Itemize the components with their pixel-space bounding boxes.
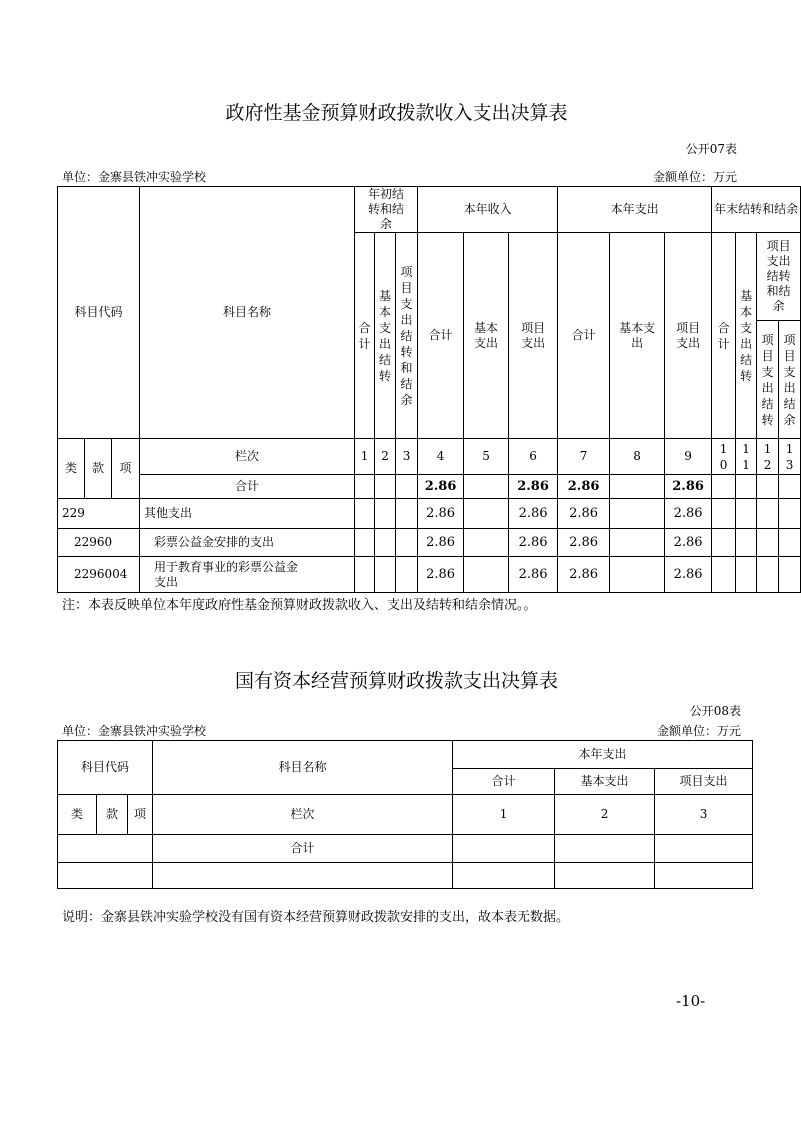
table2-basic-header: 基本支出 [555, 769, 655, 795]
table1-expense-total: 合计 [558, 233, 610, 439]
table-cell: 2.86 [509, 475, 558, 499]
table1-income-total: 合计 [418, 233, 464, 439]
table-cell: 2.86 [418, 557, 464, 593]
table-cell [396, 557, 418, 593]
table-cell [712, 557, 736, 593]
table1-expense-header: 本年支出 [558, 187, 712, 233]
table-cell [655, 835, 753, 863]
table-cell [555, 863, 655, 889]
table1-row-code: 22960 [58, 529, 140, 557]
table2-colno-3: 3 [655, 795, 753, 835]
table1-row-code: 229 [58, 499, 140, 529]
table-cell [610, 475, 665, 499]
table1-subject-code-header: 科目代码 [58, 187, 140, 439]
table-cell [375, 475, 396, 499]
table1-sum-row [58, 475, 801, 499]
table-cell: 2.86 [665, 475, 712, 499]
table-cell [779, 475, 801, 499]
table1-colno-11: 11 [736, 439, 757, 475]
table2-title: 国有资本经营预算财政拨款支出决算表 [234, 670, 558, 692]
table-cell: 2.86 [558, 557, 610, 593]
table1-begin-total: 合计 [355, 233, 375, 439]
table-cell: 2.86 [665, 529, 712, 557]
table-cell [355, 499, 375, 529]
table-cell [453, 835, 555, 863]
table1-colno-10: 10 [712, 439, 736, 475]
table1-column-no-label: 栏次 [140, 439, 355, 475]
table1-begin-basic-carry: 基本支出结转 [375, 233, 396, 439]
table-cell [757, 499, 779, 529]
table2-expense-header: 本年支出 [453, 741, 753, 769]
table1 [57, 186, 801, 593]
table1-colno-3: 3 [396, 439, 418, 475]
table-cell [736, 475, 757, 499]
table-cell [779, 499, 801, 529]
table1-colno-13: 13 [779, 439, 801, 475]
table1-item-label: 项 [112, 439, 140, 499]
table-cell: 2.86 [665, 499, 712, 529]
table-cell [375, 557, 396, 593]
table2-project-header: 项目支出 [655, 769, 753, 795]
table1-colno-2: 2 [375, 439, 396, 475]
table-cell [58, 863, 153, 889]
table-cell [757, 475, 779, 499]
table-row [58, 557, 801, 593]
table-cell [355, 557, 375, 593]
table-cell: 2.86 [558, 499, 610, 529]
table-cell [396, 475, 418, 499]
table2-amount-unit: 金额单位：万元 [656, 724, 741, 738]
table1-colno-7: 7 [558, 439, 610, 475]
table1-end-basic-carry: 基本支出结转 [736, 233, 757, 439]
table1-row-name: 彩票公益金安排的支出 [140, 529, 355, 557]
table-cell [153, 863, 453, 889]
table1-sum-label: 合计 [140, 475, 355, 499]
table-cell [464, 475, 509, 499]
page-number: -10- [676, 992, 706, 1010]
table2-sum-label: 合计 [153, 835, 453, 863]
table1-expense-basic: 基本支出 [610, 233, 665, 439]
table-cell [464, 557, 509, 593]
table-cell [396, 499, 418, 529]
table1-end-project-balance: 项目支出结余 [779, 321, 801, 439]
table-cell [58, 835, 153, 863]
table2-colno-1: 1 [453, 795, 555, 835]
table-cell [453, 863, 555, 889]
table-cell [396, 529, 418, 557]
table1-end-balance-header: 年末结转和结余 [712, 187, 801, 233]
table1-colno-1: 1 [355, 439, 375, 475]
table-cell [736, 529, 757, 557]
table-cell [464, 529, 509, 557]
table2-item-label: 项 [128, 795, 153, 835]
table2-colno-2: 2 [555, 795, 655, 835]
table1-subject-name-header: 科目名称 [140, 187, 355, 439]
table1-end-project-carry-balance: 项目支出结转和结余 [757, 233, 801, 321]
table1-colno-5: 5 [464, 439, 509, 475]
table-row [58, 863, 753, 889]
table1-begin-project-carry-balance: 项目支出结转和结余 [396, 233, 418, 439]
table1-colno-4: 4 [418, 439, 464, 475]
table1-note: 注：本表反映单位本年度政府性基金预算财政拨款收入、支出及结转和结余情况。。 [62, 598, 537, 613]
table1-colno-8: 8 [610, 439, 665, 475]
table1-sec-label: 款 [85, 439, 112, 499]
table1-cat-label: 类 [58, 439, 85, 499]
table2 [57, 740, 753, 889]
table1-end-project-carry: 项目支出结转 [757, 321, 779, 439]
table2-total-header: 合计 [453, 769, 555, 795]
table2-sum-row [58, 835, 753, 863]
table2-cat-label: 类 [58, 795, 97, 835]
table1-row-name: 用于教育事业的彩票公益金支出 [140, 557, 355, 593]
table-row [58, 499, 801, 529]
table1-expense-project: 项目支出 [665, 233, 712, 439]
table-cell [736, 499, 757, 529]
table1-row-code: 2296004 [58, 557, 140, 593]
table-cell [375, 499, 396, 529]
table2-subject-name-header: 科目名称 [153, 741, 453, 795]
table-cell [375, 529, 396, 557]
table-cell [610, 557, 665, 593]
table1-income-project: 项目支出 [509, 233, 558, 439]
table-cell: 2.86 [418, 499, 464, 529]
table-cell: 2.86 [418, 529, 464, 557]
table-cell: 2.86 [665, 557, 712, 593]
table1-row-name: 其他支出 [140, 499, 355, 529]
table-cell [464, 499, 509, 529]
table1-colno-9: 9 [665, 439, 712, 475]
table-cell [610, 529, 665, 557]
table2-column-no-label: 栏次 [153, 795, 453, 835]
table1-colno-6: 6 [509, 439, 558, 475]
table-cell [655, 863, 753, 889]
table2-code: 公开08表 [689, 704, 741, 718]
table-cell: 2.86 [558, 529, 610, 557]
table-cell: 2.86 [418, 475, 464, 499]
table-row [58, 529, 801, 557]
table-cell [757, 529, 779, 557]
table-cell [779, 557, 801, 593]
table1-title: 政府性基金预算财政拨款收入支出决算表 [225, 102, 568, 124]
table1-income-header: 本年收入 [418, 187, 558, 233]
table1-code: 公开07表 [685, 142, 737, 156]
table1-unit: 单位：金寨县铁冲实验学校 [62, 170, 207, 184]
table-cell [757, 557, 779, 593]
table-cell: 2.86 [509, 557, 558, 593]
table1-end-total: 合计 [712, 233, 736, 439]
table-cell [555, 835, 655, 863]
table2-subject-code-header: 科目代码 [58, 741, 153, 795]
table2-sec-label: 款 [97, 795, 128, 835]
table-cell: 2.86 [558, 475, 610, 499]
table1-amount-unit: 金额单位：万元 [652, 170, 737, 184]
table-cell [712, 529, 736, 557]
table2-unit: 单位：金寨县铁冲实验学校 [62, 724, 207, 738]
table-cell: 2.86 [509, 499, 558, 529]
table2-note: 说明：金寨县铁冲实验学校没有国有资本经营预算财政拨款安排的支出，故本表无数据。 [62, 910, 570, 925]
table1-income-basic: 基本支出 [464, 233, 509, 439]
table-cell [610, 499, 665, 529]
table-cell [712, 499, 736, 529]
table1-colno-12: 12 [757, 439, 779, 475]
table-cell [712, 475, 736, 499]
table-cell [355, 529, 375, 557]
table-cell [355, 475, 375, 499]
table-cell: 2.86 [509, 529, 558, 557]
table-cell [736, 557, 757, 593]
table-cell [779, 529, 801, 557]
table1-begin-balance-header: 年初结转和结余 [355, 187, 418, 233]
